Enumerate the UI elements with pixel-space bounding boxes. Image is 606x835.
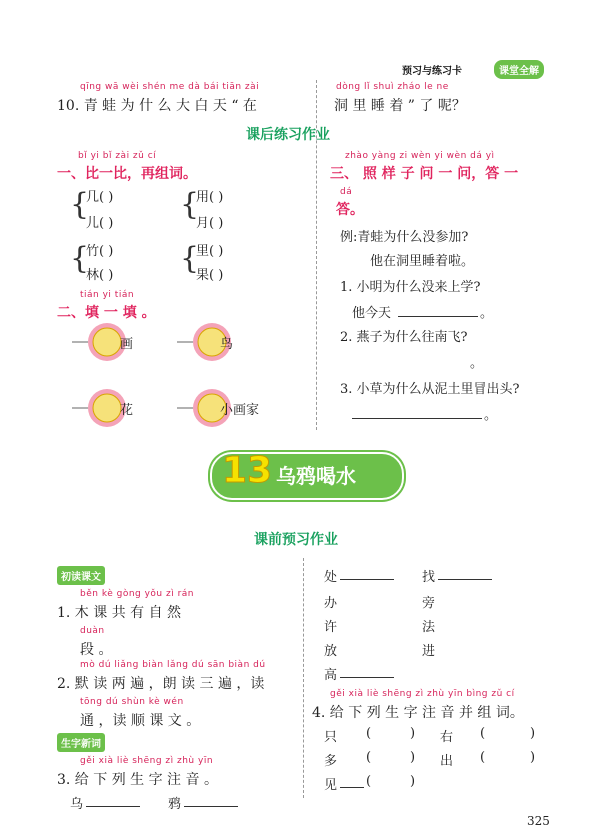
p4-row2-a-close: ) (410, 750, 416, 765)
pair3-b: 林( ) (86, 268, 114, 283)
pre-class-title: 课前预习作业 (254, 532, 338, 548)
rb-row3-a: 许 (324, 620, 338, 635)
q10-text-left: 10. 青 蛙 为 什 么 大 白 天 “ 在 (57, 98, 257, 114)
p2-pinyin: mò dú liǎng biàn lǎng dú sān biàn dú (80, 660, 266, 670)
p4-row1-b-close: ) (530, 726, 536, 741)
sec3-title2: 答。 (336, 202, 364, 218)
p4-row2-a-open: ( (366, 750, 372, 765)
word2: 鸦 (168, 797, 182, 812)
brace-1: { (70, 187, 90, 222)
p1-pinyin: běn kè gòng yǒu zì rán (80, 589, 195, 599)
p4-row1-a-close: ) (410, 726, 416, 741)
rb-row1-a: 处 (324, 570, 338, 585)
rb-row4-b: 进 (422, 644, 436, 659)
rb-row1-b: 找 (422, 570, 436, 585)
p4-row3-close: ) (410, 774, 416, 789)
header-badge: 课堂全解 (494, 60, 544, 79)
a3-period: 。 (484, 408, 498, 423)
p4-row1-b: 右 (440, 730, 454, 745)
q10-text-right: 洞 里 睡 着 ” 了 呢？ (334, 98, 466, 114)
p4-row2-b: 出 (440, 754, 454, 769)
word1: 乌 (70, 797, 84, 812)
p4-text: 4. 给 下 列 生 字 注 音 并 组 词。 (312, 705, 524, 721)
column-divider-bottom (303, 558, 304, 798)
pair4-b: 果( ) (196, 268, 224, 283)
sec2-title: 二、填 一 填 。 (57, 305, 156, 321)
a1-period: 。 (480, 306, 494, 321)
sec3-pinyin2: dá (340, 187, 353, 197)
brace-4: { (180, 241, 200, 276)
a1-label: 他今天 (352, 306, 392, 321)
p4-row2-a: 多 (324, 754, 338, 769)
rb-row5-a-line[interactable] (340, 677, 394, 678)
fill-item-1: 画 (120, 337, 134, 352)
page-number: 325 (527, 814, 550, 828)
p4-row3-open: ( (366, 774, 372, 789)
p4-row3-line[interactable] (340, 787, 364, 788)
brace-3: { (70, 241, 90, 276)
q2-text: 2. 燕子为什么往南飞? (340, 330, 468, 345)
p4-row2-b-close: ) (530, 750, 536, 765)
word1-line[interactable] (86, 806, 140, 807)
fill-item-4: 小画家 (220, 403, 260, 418)
pair2-a: 用( ) (196, 190, 224, 205)
p1b-text: 段 。 (80, 642, 113, 658)
p4-row1-a-open: ( (366, 726, 372, 741)
rb-row1-b-line[interactable] (438, 579, 492, 580)
q1-text: 1. 小明为什么没来上学? (340, 280, 481, 295)
pair1-b: 儿( ) (86, 216, 114, 231)
rb-row1-a-line[interactable] (340, 579, 394, 580)
reading-tag: 初读课文 (57, 566, 105, 585)
rb-row2-b: 旁 (422, 596, 436, 611)
rb-row3-b: 法 (422, 620, 436, 635)
pair4-a: 里( ) (196, 244, 224, 259)
p2b-text: 通 ，读 顺 课 文 。 (80, 713, 201, 729)
p1b-pinyin: duàn (80, 626, 105, 636)
fill-item-2: 鸟 (220, 337, 234, 352)
after-class-title: 课后练习作业 (246, 127, 330, 143)
p2b-pinyin: tōng dú shùn kè wén (80, 697, 184, 707)
a3-answer-line[interactable] (352, 418, 482, 419)
pair3-a: 竹( ) (86, 244, 114, 259)
p4-row3-a: 见 (324, 778, 338, 793)
lesson-number: 13 (222, 450, 273, 491)
sec1-pinyin: bǐ yi bǐ zài zǔ cí (78, 151, 157, 161)
rb-row2-a: 办 (324, 596, 338, 611)
q3-text: 3. 小草为什么从泥土里冒出头? (340, 382, 520, 397)
rb-row5-a: 高 (324, 668, 338, 683)
sec3-title: 三、 照 样 子 问 一 问，答 一 (330, 166, 519, 182)
newwords-tag: 生字新词 (57, 733, 105, 752)
example-question: 例:青蛙为什么没参加? (340, 230, 469, 245)
header-title: 预习与练习卡 (402, 66, 462, 77)
example-answer: 他在洞里睡着啦。 (370, 254, 475, 269)
p4-row1-b-open: ( (480, 726, 486, 741)
q10-pinyin-right: dòng lǐ shuì zháo le ne (336, 82, 449, 92)
q10-pinyin-left: qīng wā wèi shén me dà bái tiān zài (80, 82, 260, 92)
sec2-pinyin: tián yi tián (80, 290, 135, 300)
p1-text: 1. 木 课 共 有 自 然 (57, 605, 182, 621)
p3-pinyin: gěi xià liè shēng zì zhù yīn (80, 756, 214, 766)
sec3-pinyin: zhào yàng zi wèn yi wèn dá yì (345, 151, 495, 161)
a1-answer-line[interactable] (398, 316, 478, 317)
a2-period: 。 (470, 356, 484, 371)
brace-2: { (180, 187, 200, 222)
rb-row4-a: 放 (324, 644, 338, 659)
p4-row2-b-open: ( (480, 750, 486, 765)
p4-row1-a: 只 (324, 730, 338, 745)
lesson-title: 乌鸦喝水 (276, 464, 356, 488)
word2-line[interactable] (184, 806, 238, 807)
p4-pinyin: gěi xià liè shēng zì zhù yīn bìng zǔ cí (330, 689, 515, 699)
p2-text: 2. 默 读 两 遍 ，朗 读 三 遍 ，读 (57, 676, 265, 692)
sec1-title: 一、比一比，再组词。 (57, 166, 197, 182)
pair1-a: 几( ) (86, 190, 114, 205)
p3-text: 3. 给 下 列 生 字 注 音 。 (57, 772, 218, 788)
fill-item-3: 花 (120, 403, 134, 418)
pair2-b: 月( ) (196, 216, 224, 231)
